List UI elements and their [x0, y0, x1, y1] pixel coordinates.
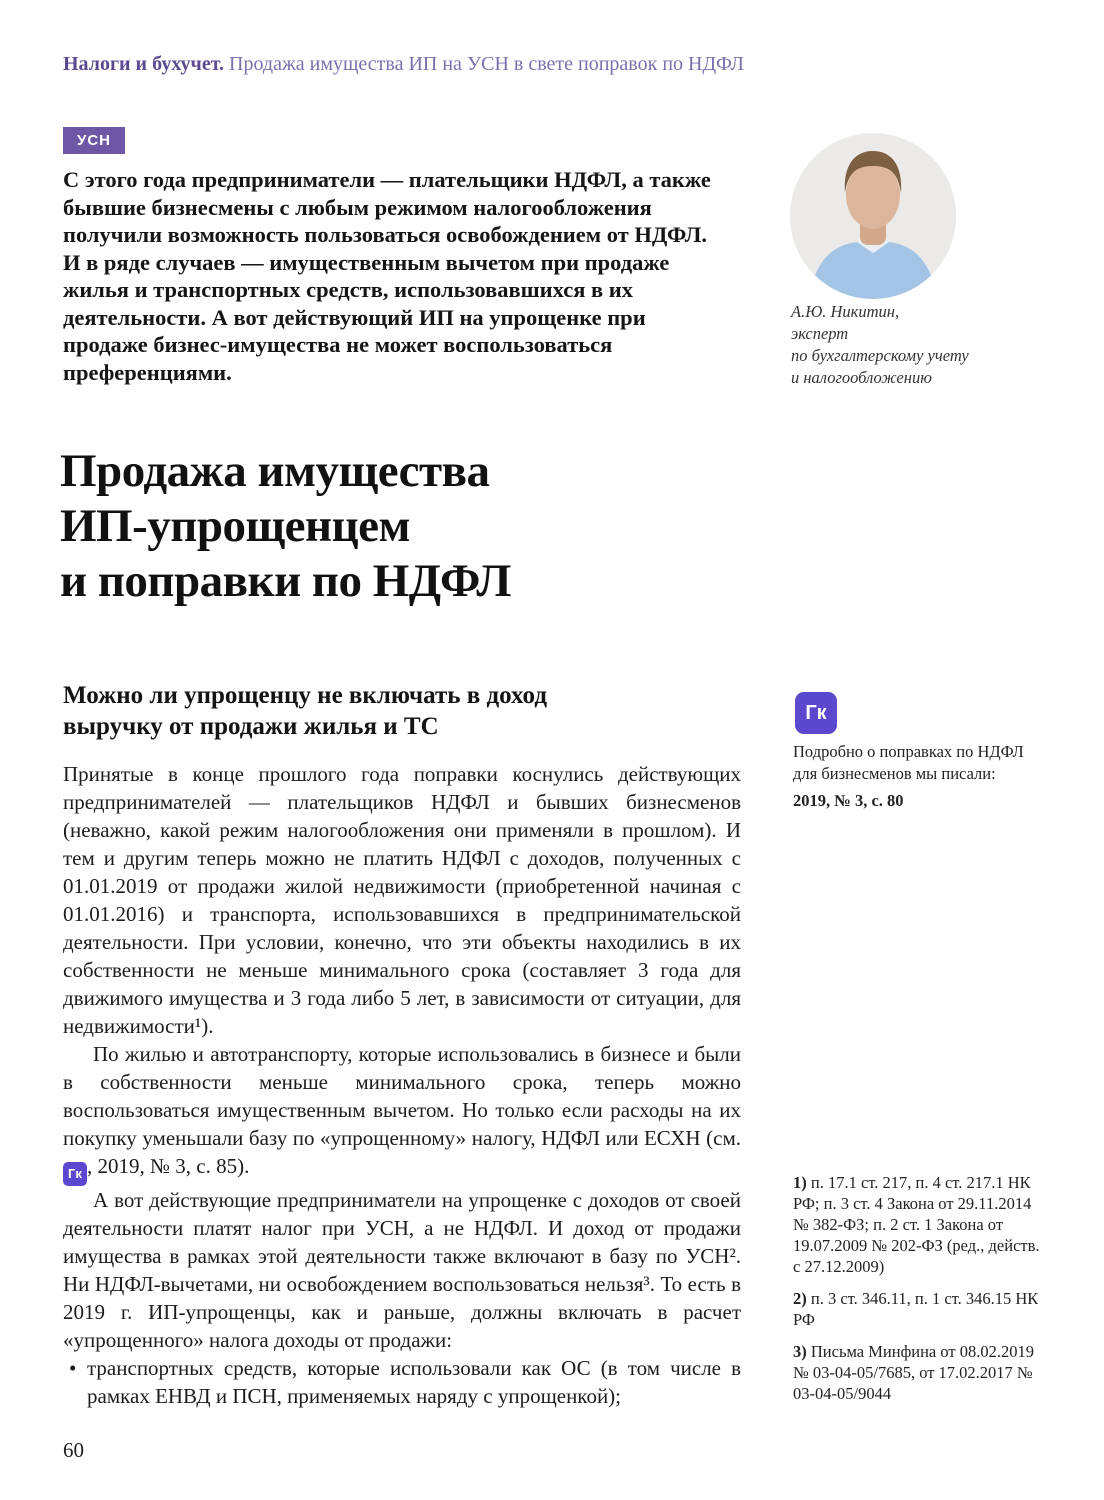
article-body	[63, 760, 741, 1410]
section-heading	[63, 680, 547, 742]
article-title-line: ИП-упрощенцем	[60, 500, 411, 552]
body-paragraph	[63, 1040, 741, 1186]
lead-paragraph: С этого года предприниматели — плательщики НДФЛ, а также бывшие бизнесмены с любым режимом налогообложения получили возможность пользоваться освобождением от НДФЛ. И в ряде случаев — имущественным вычетом при продаже жилья и транспортных средств, использовавшихся в их деятельности. А вот действующий ИП на упрощенке при продаже бизнес-имущества не может воспользоваться преференциями.	[63, 167, 711, 385]
rubric-badge: УСН	[63, 127, 125, 154]
author-role-line: эксперт	[791, 324, 849, 343]
sidebar-note-line: Подробно о поправках по НДФЛ	[793, 742, 1024, 761]
running-head-article-title: Продажа имущества ИП на УСН в свете поправок по НДФЛ	[229, 53, 744, 75]
footnote	[793, 1172, 1041, 1277]
article-title-line: Продажа имущества	[60, 445, 490, 497]
section-heading-line: выручку от продажи жилья и ТС	[63, 713, 439, 740]
author-portrait-illustration	[790, 133, 956, 299]
footnote-text: п. 17.1 ст. 217, п. 4 ст. 217.1 НК РФ; п. 3 ст. 4 Закона от 29.11.2014 № 382-ФЗ; п. 2 ст. 1 Закона от 19.07.2009 № 202-ФЗ (ред., действ. с 27.12.2009)	[793, 1173, 1040, 1276]
magazine-brand: Налоги и бухучет.	[63, 53, 225, 75]
running-head	[63, 53, 744, 76]
footnote-text: п. 3 ст. 346.11, п. 1 ст. 346.15 НК РФ	[793, 1289, 1039, 1329]
body-paragraph: Принятые в конце прошлого года поправки коснулись действующих предпринимателей — плательщиков НДФЛ и бывших бизнесменов (неважно, какой режим налогообложения они применяли в прошлом). И тем и другим теперь можно не платить НДФЛ с доходов, полученных с 01.01.2019 от продажи жилой недвижимости (приобретенной начиная с 01.01.2016) и транспорта, использовавшихся в предпринимательской деятельности. При условии, конечно, что эти объекты находились в их собственности не меньше минимального срока (составляет 3 года для движимого имущества и 3 года либо 5 лет, в зависимости от ситуации, для недвижимости¹).	[63, 762, 741, 1038]
body-text-segment: , 2019, № 3, с. 85).	[87, 1154, 250, 1178]
body-text-segment: По жилью и автотранспорту, которые использовались в бизнесе и были в собственности меньше минимального срока, теперь можно воспользоваться имущественным вычетом. Но только если расходы на их покупку уменьшали базу по «упрощенному» налогу, НДФЛ или ЕСХН (см.	[63, 1042, 741, 1150]
sidebar-note	[793, 741, 1028, 812]
footnote	[793, 1288, 1041, 1330]
page-number: 60	[63, 1438, 84, 1462]
glavkniga-logo-icon: Гк	[795, 692, 837, 734]
author-role-line: по бухгалтерскому учету	[791, 346, 969, 365]
article-title-line: и поправки по НДФЛ	[60, 555, 511, 607]
footnote-text: Письма Минфина от 08.02.2019 № 03-04-05/7685, от 17.02.2017 № 03-04-05/9044	[793, 1342, 1034, 1403]
sidebar-note-line: для бизнесменов мы писали:	[793, 764, 996, 783]
bullet-list-item: • транспортных средств, которые использовали как ОС (в том числе в рамках ЕНВД и ПСН, применяемых наряду с упрощенкой);	[63, 1354, 741, 1410]
section-heading-line: Можно ли упрощенцу не включать в доход	[63, 682, 547, 709]
footnote	[793, 1341, 1041, 1404]
body-paragraph: А вот действующие предприниматели на упрощенке с доходов от своей деятельности платят налог при УСН, а не НДФЛ. И доход от продажи имущества в рамках этой деятельности также включают в базу по УСН². Ни НДФЛ-вычетами, ни освобождением воспользоваться нельзя³. То есть в 2019 г. ИП-упрощенцы, как и раньше, должны включать в расчет «упрощенного» налога доходы от продажи:	[63, 1188, 741, 1352]
article-title	[60, 444, 511, 609]
footnote-number: 3)	[793, 1342, 807, 1361]
footnote-number: 1)	[793, 1173, 807, 1192]
sidebar-note-reference: 2019, № 3, с. 80	[793, 791, 904, 810]
footnote-number: 2)	[793, 1289, 807, 1308]
author-caption	[791, 301, 1041, 389]
author-photo	[790, 133, 956, 299]
author-name: А.Ю. Никитин,	[791, 302, 900, 321]
footnotes-block	[793, 1172, 1041, 1415]
author-role-line: и налогообложению	[791, 368, 932, 387]
glavkniga-inline-badge-icon: Гк	[63, 1162, 87, 1186]
